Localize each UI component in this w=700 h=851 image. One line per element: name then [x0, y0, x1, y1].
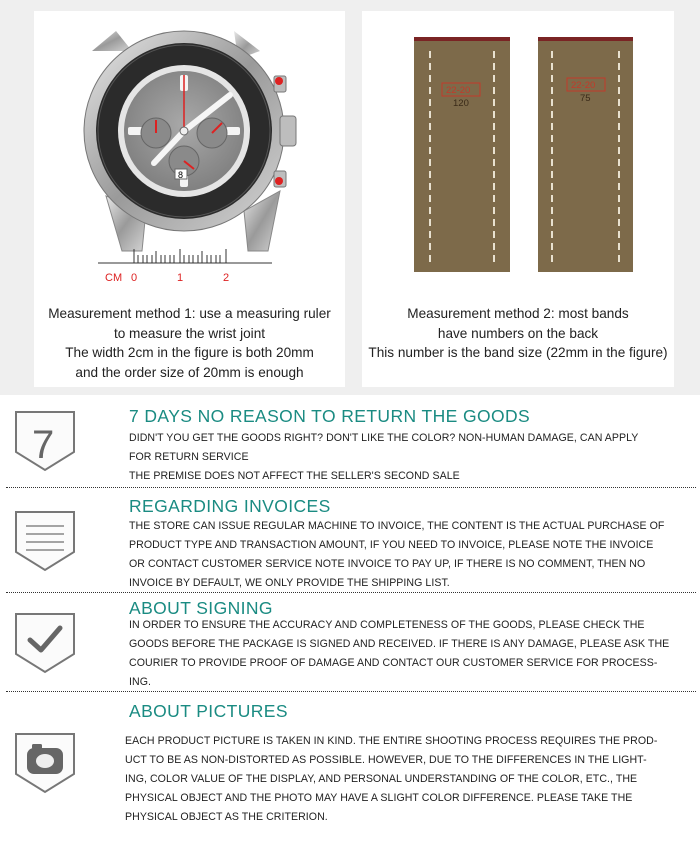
band-size-label-1: 22-20	[446, 85, 471, 96]
pictures-line: PHYSICAL OBJECT AND THE PHOTO MAY HAVE A SLIGHT COLOR DIFFERENCE. PLEASE TAKE THE	[125, 792, 633, 804]
measurement-card-band	[362, 11, 674, 387]
signing-title: ABOUT SIGNING	[129, 598, 273, 618]
signing-line: COURIER TO PROVIDE PROOF OF DAMAGE AND CONTACT OUR CUSTOMER SERVICE FOR PROCESS-	[129, 657, 658, 669]
measurement-card-ruler	[34, 11, 345, 387]
signing-line: GOODS BEFORE THE PACKAGE IS SIGNED AND RECEIVED. IF THERE IS ANY DAMAGE, PLEASE ASK THE	[129, 638, 670, 650]
invoices-line: PRODUCT TYPE AND TRANSACTION AMOUNT, IF YOU NEED TO INVOICE, PLEASE NOTE THE INVOICE	[129, 539, 654, 551]
ruler-tick-label-2: 2	[223, 272, 230, 284]
signing-line: ING.	[129, 676, 151, 688]
signing-section	[0, 593, 700, 691]
method1-line: to measure the wrist joint	[113, 325, 266, 341]
strap-long	[414, 37, 510, 272]
method1-line: The width 2cm in the figure is both 20mm	[65, 345, 314, 360]
invoices-line: OR CONTACT CUSTOMER SERVICE NOTE INVOICE TO PAY UP, IF THERE IS NO COMMENT, THEN NO	[129, 558, 646, 570]
checkmark-icon	[12, 610, 78, 676]
method2-line: This number is the band size (22mm in the figure)	[368, 345, 668, 360]
returns-body	[129, 429, 689, 486]
pictures-line: PHYSICAL OBJECT AS THE CRITERION.	[125, 811, 328, 823]
band-size-label-2: 22-20	[571, 80, 596, 91]
svg-text:7: 7	[32, 423, 55, 467]
invoices-line: INVOICE BY DEFAULT, WE ONLY PROVIDE THE SHIPPING LIST.	[129, 577, 450, 589]
returns-title: 7 DAYS NO REASON TO RETURN THE GOODS	[129, 406, 531, 426]
ruler-graphic	[34, 11, 345, 301]
returns-section	[0, 395, 700, 487]
pictures-section	[0, 692, 700, 842]
pictures-title: ABOUT PICTURES	[129, 701, 288, 721]
invoices-title: REGARDING INVOICES	[129, 496, 331, 516]
method2-line: Measurement method 2: most bands	[407, 306, 629, 321]
band-length-label-1: 120	[453, 98, 469, 109]
svg-text:8: 8	[178, 170, 184, 180]
shield-seven-icon	[12, 408, 78, 474]
invoices-body	[129, 517, 689, 593]
ruler-tick-label-1: 1	[177, 272, 184, 284]
strap-short	[538, 37, 633, 272]
method2-line: have numbers on the back	[437, 325, 599, 341]
pictures-line: ING, COLOR VALUE OF THE DISPLAY, AND PERSONAL UNDERSTANDING OF THE COLOR, ETC., THE	[125, 773, 638, 785]
pictures-line: EACH PRODUCT PICTURE IS TAKEN IN KIND. THE ENTIRE SHOOTING PROCESS REQUIRES THE PROD-	[125, 735, 658, 747]
invoices-section	[0, 488, 700, 592]
band-length-label-2: 75	[580, 93, 591, 104]
method1-line: and the order size of 20mm is enough	[75, 364, 304, 380]
method2-caption	[362, 304, 674, 363]
method1-line: Measurement method 1: use a measuring ruler	[48, 306, 331, 321]
invoices-line: THE STORE CAN ISSUE REGULAR MACHINE TO INVOICE, THE CONTENT IS THE ACTUAL PURCHASE OF	[129, 520, 665, 532]
returns-line: THE PREMISE DOES NOT AFFECT THE SELLER'S SECOND SALE	[129, 470, 460, 482]
signing-line: IN ORDER TO ENSURE THE ACCURACY AND COMPLETENESS OF THE GOODS, PLEASE CHECK THE	[129, 619, 645, 631]
returns-line: FOR RETURN SERVICE	[129, 451, 249, 463]
measurement-area	[0, 0, 700, 395]
band-illustration	[362, 11, 674, 301]
ruler-ticks	[134, 249, 226, 263]
pictures-body	[125, 732, 685, 827]
invoice-document-icon	[12, 508, 78, 574]
method1-caption	[34, 304, 345, 382]
signing-body	[129, 616, 689, 692]
ruler-tick-label-0: 0	[131, 272, 138, 284]
camera-icon	[12, 730, 78, 796]
returns-line: DIDN'T YOU GET THE GOODS RIGHT? DON'T LIKE THE COLOR? NON-HUMAN DAMAGE, CAN APPLY	[129, 432, 639, 444]
pictures-line: UCT TO BE AS NON-DISTORTED AS POSSIBLE. HOWEVER, DUE TO THE DIFFERENCES IN THE LIGHT-	[125, 754, 647, 766]
ruler-unit-label: CM	[105, 272, 123, 284]
